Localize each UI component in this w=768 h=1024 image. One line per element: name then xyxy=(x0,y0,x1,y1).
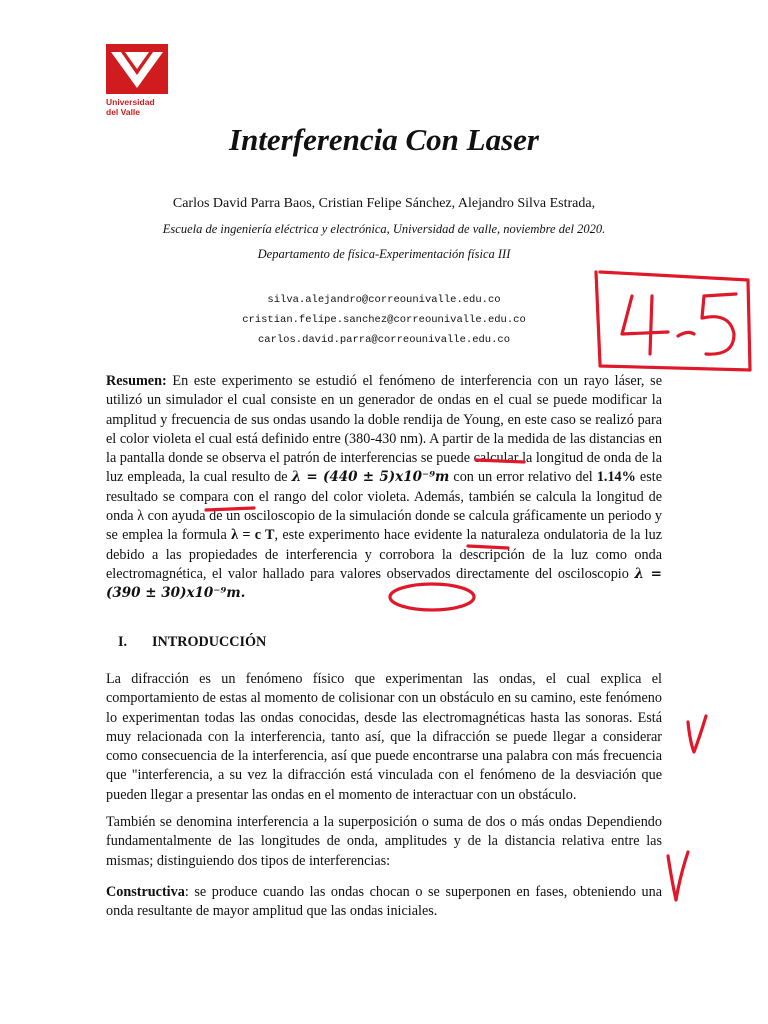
underline-equation-1 xyxy=(476,460,524,462)
abstract: Resumen: En este experimento se estudió el fenómeno de interferencia con un rayo láser, se utilizó un simulador el cual consiste en un generador de ondas en el cual se puede modificar la amplitud y frecuencia de sus ondas usando la doble rendija de Young, en este caso se realizó para el color violeta el cual está definido entre (380-430 nm). A partir de la medida de las distancias en la pantalla donde se observa el patrón de interferencias se puede calcular la longitud de onda de la luz empleada, la cual resulto de λ = (440 ± 5)x10⁻⁹m con un error relativo del 1.14% este resultado se compara con el rango del color violeta. Además, también se calcula la longitud de onda λ con ayuda de un osciloscopio de la simulación donde se calcula gráficamente un periodo y se emplea la formula λ = c T, este experimento hace evidente la naturaleza ondulatoria de la luz debido a las propiedades de interferencia y corrobora la descripción de la luz como onda electromagnética, el valor hallado para valores observados directamente del osciloscopio λ = (390 ± 30)x10⁻⁹m. xyxy=(106,373,662,602)
check-mark-icon xyxy=(688,716,706,752)
email-address: carlos.david.parra@correounivalle.edu.co xyxy=(257,334,511,346)
equation-wavelength-1: λ = (440 ± 5)x10⁻⁹m xyxy=(291,469,450,486)
intro-paragraph: La difracción es un fenómeno físico que experimentan las ondas, el cual explica el comportamiento de estas al momento de colisionar con un obstáculo en su camino, este fenómeno lo experimentan todas las ondas conocidas, desde las electromagnéticas hasta las sonoras. Está muy relacionada con la interferencia, tanto así, que la difracción se puede llegar a considerar como consecuencia de la interferencia, así que puede encontrarse una palabra con más frecuencia que "interferencia, a su vez la difracción está vinculada con el fenómeno de la desviación que pueden llegar a presentar las ondas en el momento de interactuar con un obstáculo. xyxy=(106,671,662,803)
paper-department: Departamento de física-Experimentación física III xyxy=(257,247,511,261)
logo-label: Universidad del Valle xyxy=(106,97,155,117)
paper-affiliation: Escuela de ingeniería eléctrica y electrónica, Universidad de valle, noviembre del 2020. xyxy=(162,222,606,236)
email-address: silva.alejandro@correounivalle.edu.co xyxy=(267,294,501,306)
abstract-label: Resumen: xyxy=(106,373,167,389)
paper-title: Interferencia Con Laser xyxy=(229,122,539,157)
intro-paragraph: También se denomina interferencia a la superposición o suma de dos o más ondas Dependiendo fundamentalmente de las longitudes de onda, amplitudes y de la distancia relativa entre las mismas; distinguiendo dos tipos de interferencias: xyxy=(106,814,662,869)
equation-wavelength-2: λ = (390 ± 30)x10⁻⁹m. xyxy=(106,565,662,602)
circle-equation-2 xyxy=(390,584,474,610)
formula-lambda: λ = c T xyxy=(231,527,275,544)
grade-digit-five xyxy=(702,294,736,354)
paper-authors: Carlos David Parra Baos, Cristian Felipe Sánchez, Alejandro Silva Estrada, xyxy=(172,196,596,211)
grade-dot xyxy=(678,332,694,336)
relative-error: 1.14% xyxy=(596,469,636,486)
grade-digit-four xyxy=(622,296,668,354)
underline-error xyxy=(206,508,254,510)
section-number: I. xyxy=(118,634,128,650)
section-title: INTRODUCCIÓN xyxy=(152,634,267,650)
underline-formula xyxy=(468,546,508,548)
constructiva-label: Constructiva xyxy=(106,884,185,900)
constructiva-paragraph: Constructiva: se produce cuando las ondas chocan o se superponen en fases, obteniendo una onda resultante de mayor amplitud que las ondas iniciales. xyxy=(106,884,662,920)
check-mark-icon xyxy=(668,852,688,900)
email-address: cristian.felipe.sanchez@correounivalle.edu.co xyxy=(242,314,526,326)
